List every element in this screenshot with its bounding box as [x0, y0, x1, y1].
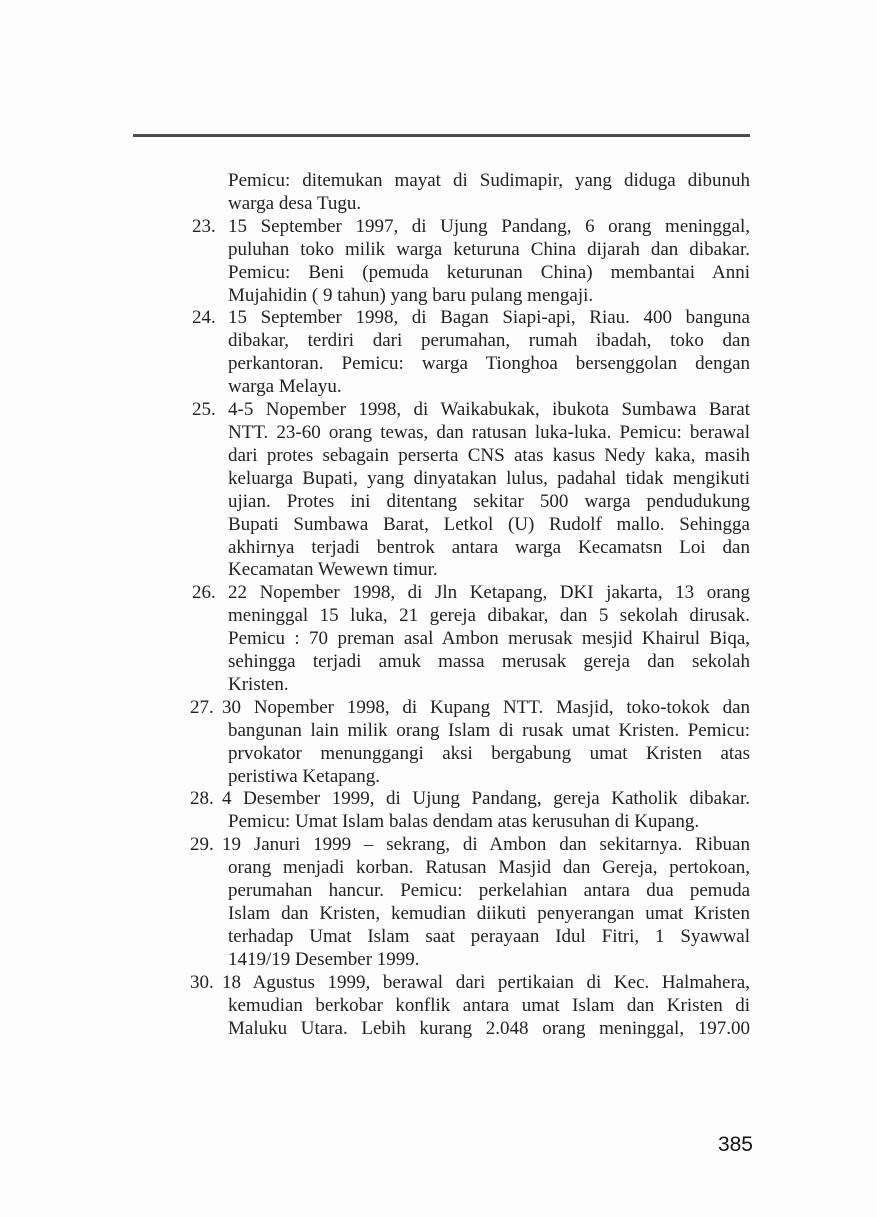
text-line: orang menjadi korban. Ratusan Masjid dan Gereja, pertokoan,	[228, 857, 750, 879]
text-line: dari protes sebagain perserta CNS atas kasus Nedy kaka, masih	[228, 444, 750, 466]
list-item	[192, 582, 750, 697]
text-line: akhirnya terjadi bentrok antara warga Kecamatsn Loi dan	[228, 536, 750, 558]
item-number: 30.	[190, 971, 214, 993]
text-line: perumahan hancur. Pemicu: perkelahian antara dua pemuda	[228, 880, 750, 902]
text-line: Pemicu: Umat Islam balas dendam atas kerusuhan di Kupang.	[228, 811, 700, 833]
continuation-paragraph	[228, 170, 750, 216]
text-line: Kristen.	[228, 673, 289, 695]
text-line: Pemicu : 70 preman asal Ambon merusak mesjid Khairul Biqa,	[228, 628, 750, 650]
text-line: 15 September 1997, di Ujung Pandang, 6 orang meninggal,	[228, 215, 750, 237]
text-block	[190, 170, 750, 1040]
item-number: 28.	[190, 788, 214, 810]
text-line: terhadap Umat Islam saat perayaan Idul Fitri, 1 Syawwal	[228, 925, 750, 947]
text-line: bangunan lain milik orang Islam di rusak umat Kristen. Pemicu:	[228, 719, 750, 741]
item-number: 26.	[192, 582, 216, 604]
text-line: warga Melayu.	[228, 376, 342, 398]
text-line: Islam dan Kristen, kemudian diikuti penyerangan umat Kristen	[228, 903, 750, 924]
text-line: 18 Agustus 1999, berawal dari pertikaian di Kec. Halmahera,	[222, 971, 750, 993]
text-line: peristiwa Ketapang.	[228, 765, 380, 787]
list-item	[192, 307, 750, 399]
list-item	[190, 788, 750, 834]
text-line: puluhan toko milik warga keturuna China dijarah dan dibakar.	[228, 238, 750, 260]
page-number: 385	[717, 1133, 753, 1156]
item-number: 23.	[192, 215, 216, 237]
list-item	[190, 696, 750, 789]
text-line: 4-5 Nopember 1998, di Waikabukak, ibukota Sumbawa Barat	[228, 399, 750, 421]
text-line: keluarga Bupati, yang dinyatakan lulus, padahal tidak mengikuti	[228, 467, 750, 489]
text-line: sehingga terjadi amuk massa merusak gereja dan sekolah	[228, 651, 750, 673]
text-line: 1419/19 Desember 1999.	[228, 948, 420, 970]
text-line: NTT. 23-60 orang tewas, dan ratusan luka-luka. Pemicu: berawal	[228, 421, 750, 443]
text-line: 4 Desember 1999, di Ujung Pandang, gereja Katholik dibakar.	[222, 788, 750, 810]
text-line: Kecamatan Wewewn timur.	[228, 559, 438, 581]
list-item	[192, 215, 750, 308]
text-line: warga desa Tugu.	[228, 192, 362, 214]
text-line: dibakar, terdiri dari perumahan, rumah ibadah, toko dan	[228, 330, 750, 352]
item-number: 24.	[192, 307, 216, 329]
list-item	[190, 971, 750, 1041]
text-line: perkantoran. Pemicu: warga Tionghoa bersenggolan dengan	[228, 353, 750, 375]
text-line: kemudian berkobar konflik antara umat Islam dan Kristen di	[228, 994, 750, 1016]
item-number: 29.	[190, 834, 214, 856]
text-line: meninggal 15 luka, 21 gereja dibakar, dan 5 sekolah dirusak.	[228, 605, 750, 627]
item-number: 25.	[192, 399, 216, 421]
item-number: 27.	[190, 696, 214, 718]
text-line: Mujahidin ( 9 tahun) yang baru pulang mengaji.	[228, 284, 594, 306]
text-line: Bupati Sumbawa Barat, Letkol (U) Rudolf mallo. Sehingga	[228, 513, 750, 535]
text-line: Pemicu: ditemukan mayat di Sudimapir, yang diduga dibunuh	[228, 170, 750, 191]
text-line: 19 Januri 1999 – sekrang, di Ambon dan sekitarnya. Ribuan	[222, 834, 750, 856]
text-line: ujian. Protes ini ditentang sekitar 500 warga pendudukung	[228, 490, 750, 512]
text-line: Maluku Utara. Lebih kurang 2.048 orang meninggal, 197.00	[228, 1017, 750, 1039]
text-line: prvokator menunggangi aksi bergabung umat Kristen atas	[228, 742, 750, 764]
text-line: Pemicu: Beni (pemuda keturunan China) membantai Anni	[228, 261, 750, 283]
list-item	[190, 834, 750, 971]
text-line: 15 September 1998, di Bagan Siapi-api, Riau. 400 banguna	[228, 307, 750, 329]
list-item	[192, 399, 750, 582]
text-line: 22 Nopember 1998, di Jln Ketapang, DKI jakarta, 13 orang	[228, 582, 750, 604]
text-line: 30 Nopember 1998, di Kupang NTT. Masjid, toko-tokok dan	[222, 696, 750, 718]
header-rule	[133, 134, 750, 137]
